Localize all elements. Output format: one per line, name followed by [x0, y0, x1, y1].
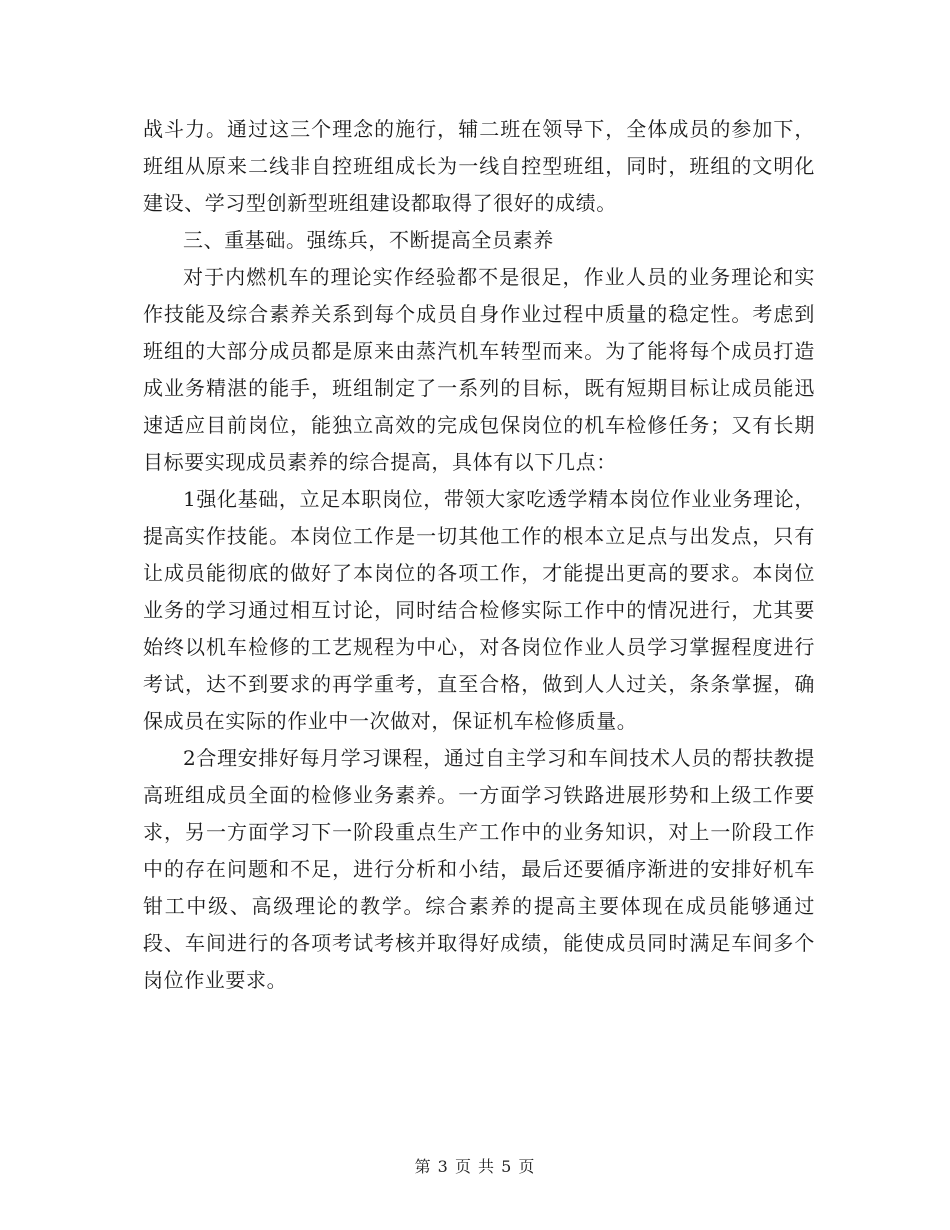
page-footer: [0, 1154, 950, 1177]
paragraph-point-1: 1强化基础，立足本职岗位，带领大家吃透学精本岗位作业业务理论，提高实作技能。本岗位工作是一切其他工作的根本立足点与出发点，只有让成员能彻底的做好了本岗位的各项工作，才能提出更高的要求。本岗位业务的学习通过相互讨论，同时结合检修实际工作中的情况进行，尤其要始终以机车检修的工艺规程为中心，对各岗位作业人员学习掌握程度进行考试，达不到要求的再学重考，直至合格，做到人人过关，条条掌握，确保成员在实际的作业中一次做对，保证机车检修质量。: [143, 487, 815, 733]
paragraph-continuation: 战斗力。通过这三个理念的施行，辅二班在领导下，全体成员的参加下，班组从原来二线非自控班组成长为一线自控型班组，同时，班组的文明化建设、学习型创新型班组建设都取得了很好的成绩。: [143, 117, 815, 215]
paragraph-point-2: 2合理安排好每月学习课程，通过自主学习和车间技术人员的帮扶教提高班组成员全面的检修业务素养。一方面学习铁路进展形势和上级工作要求，另一方面学习下一阶段重点生产工作中的业务知识，对上一阶段工作中的存在问题和不足，进行分析和小结，最后还要循序渐进的安排好机车钳工中级、高级理论的教学。综合素养的提高主要体现在成员能够通过段、车间进行的各项考试考核并取得好成绩，能使成员同时满足车间多个岗位作业要求。: [143, 746, 815, 992]
paragraph-intro: 对于内燃机车的理论实作经验都不是很足，作业人员的业务理论和实作技能及综合素养关系到每个成员自身作业过程中质量的稳定性。考虑到班组的大部分成员都是原来由蒸汽机车转型而来。为了能将每个成员打造成业务精湛的能手，班组制定了一系列的目标，既有短期目标让成员能迅速适应目前岗位，能独立高效的完成包保岗位的机车检修任务；又有长期目标要实现成员素养的综合提高，具体有以下几点：: [143, 265, 815, 474]
document-body: [143, 111, 815, 999]
section-heading: 三、重基础。强练兵，不断提高全员素养: [183, 228, 554, 252]
page-number: 第 3 页 共 5 页: [414, 1157, 536, 1176]
